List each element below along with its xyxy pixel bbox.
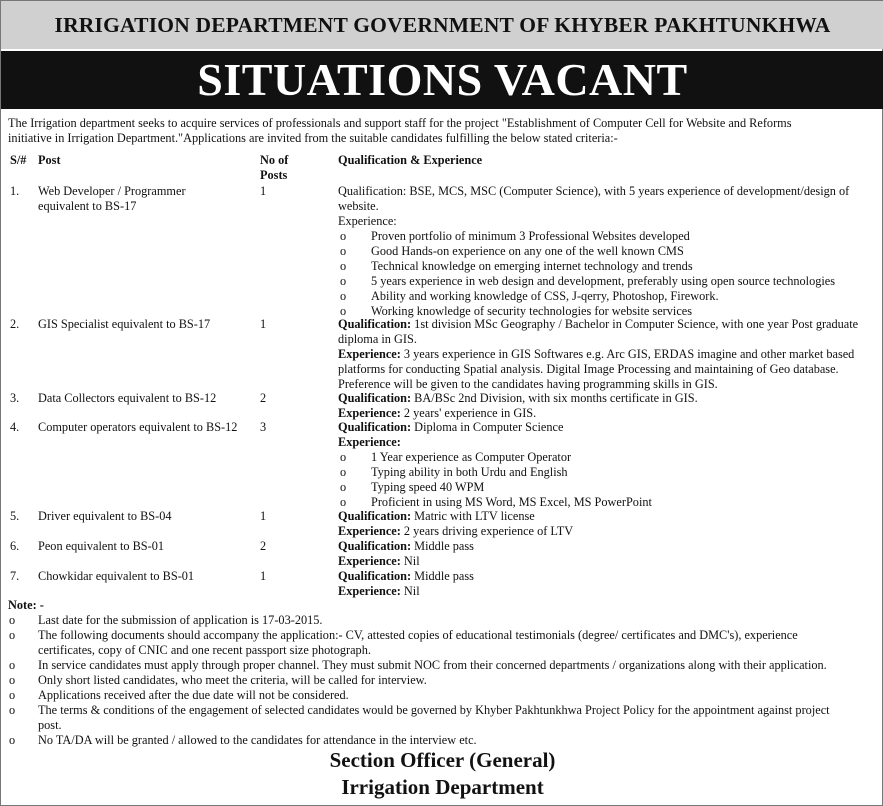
row-qualification: Qualification: 1st division MSc Geography / Bachelor in Computer Science, with one year Post graduate diploma in GIS. Experience: 3 years experience in GIS Softwares e.g. Arc GIS, ERDAS imagine and other market based platforms for conducting Spatial analysis. Digital Image Processing and maintaining of Geo database. Preference will be given to the candidates having programming skills in GIS. <box>338 317 859 391</box>
list-item: o Technical knowledge on emerging internet technology and trends <box>340 259 693 273</box>
col-header-no-of-posts: No of Posts <box>260 153 289 182</box>
bullet-icon: o <box>340 465 347 479</box>
row-post: Computer operators equivalent to BS-12 <box>38 420 238 434</box>
signature-department: Irrigation Department <box>341 775 544 799</box>
page-title: SITUATIONS VACANT <box>1 51 883 109</box>
bullet-icon: o <box>340 274 347 288</box>
note-item: o The terms & conditions of the engagement of selected candidates would be governed by Khyber Pakhtunkhwa Project Policy for the appointment against project post. <box>9 703 830 732</box>
list-item: o Proven portfolio of minimum 3 Professional Websites developed <box>340 229 690 243</box>
list-item: o 1 Year experience as Computer Operator <box>340 450 572 464</box>
department-banner: IRRIGATION DEPARTMENT GOVERNMENT OF KHYBER PAKHTUNKHWA <box>1 1 883 49</box>
signature-title: Section Officer (General) <box>329 748 556 772</box>
bullet-icon: o <box>340 480 347 494</box>
row-post: Data Collectors equivalent to BS-12 <box>38 391 217 405</box>
row-sn: 5. <box>10 509 20 523</box>
list-item: o Ability and working knowledge of CSS, J-qerry, Photoshop, Firework. <box>340 289 719 303</box>
row-sn: 3. <box>10 391 20 405</box>
bullet-icon: o <box>9 673 16 687</box>
bullet-icon: o <box>340 259 347 273</box>
row-post: GIS Specialist equivalent to BS-17 <box>38 317 211 331</box>
row-sn: 2. <box>10 317 20 331</box>
intro-line: initiative in Irrigation Department."Applications are invited from the suitable candidates fulfilling the below stated criteria:- <box>8 131 618 145</box>
row-posts-count: 2 <box>260 539 267 553</box>
row-qualification: Qualification: Diploma in Computer Science Experience: o 1 Year experience as Computer Operator o Typing ability in both Urdu and English o Typing speed 40 WPM o Proficient in using MS Word, MS Excel, MS PowerPoint <box>338 420 878 510</box>
col-header-sn: S/# <box>10 153 27 167</box>
list-item: o Good Hands-on experience on any one of the well known CMS <box>340 244 684 258</box>
row-posts-count: 1 <box>260 317 267 331</box>
bullet-icon: o <box>9 613 16 627</box>
note-item: o Last date for the submission of application is 17-03-2015. <box>9 613 323 627</box>
col-header-qualification: Qualification & Experience <box>338 153 483 167</box>
note-item: o Only short listed candidates, who meet the criteria, will be called for interview. <box>9 673 427 687</box>
row-post: Peon equivalent to BS-01 <box>38 539 165 553</box>
row-posts-count: 3 <box>260 420 267 434</box>
bullet-icon: o <box>340 229 347 243</box>
intro-paragraph <box>8 116 876 146</box>
bullet-icon: o <box>340 495 347 509</box>
bullet-icon: o <box>340 289 347 303</box>
bullet-icon: o <box>340 304 347 318</box>
row-post: Driver equivalent to BS-04 <box>38 509 172 523</box>
row-qualification: Qualification: Middle pass Experience: Nil <box>338 569 474 598</box>
note-item: o No TA/DA will be granted / allowed to the candidates for attendance in the interview etc. <box>9 733 477 747</box>
row-sn: 7. <box>10 569 20 583</box>
row-post: Chowkidar equivalent to BS-01 <box>38 569 195 583</box>
bullet-icon: o <box>9 733 16 747</box>
note-item: o The following documents should accompany the application:- CV, attested copies of educational testimonials (degree/ certificates and DMC's), experience certificates, copy of CNIC and one recent passport size photograph. <box>9 628 798 657</box>
row-posts-count: 1 <box>260 569 267 583</box>
row-post: Web Developer / Programmer equivalent to BS-17 <box>38 184 186 213</box>
bullet-icon: o <box>9 658 16 672</box>
row-qualification: Qualification: BSE, MCS, MSC (Computer Science), with 5 years experience of development/design of website. Experience: o Proven portfolio of minimum 3 Professional Websites developed o Good Hands-on experience on any one of the well known CMS o Technical knowledge on emerging internet technology and trends o 5 years experience in web design and development, preferably using open source technologies o Ability and working knowledge of CSS, J-qerry, Photoshop, Firework. o Working knowledge of security technologies for website services <box>338 184 878 319</box>
row-posts-count: 1 <box>260 509 267 523</box>
row-qualification: Qualification: BA/BSc 2nd Division, with six months certificate in GIS. Experience: 2 years' experience in GIS. <box>338 391 698 420</box>
bullet-icon: o <box>340 450 347 464</box>
notes-section <box>8 598 876 748</box>
bullet-icon: o <box>9 688 16 702</box>
row-sn: 4. <box>10 420 20 434</box>
list-item: o Typing ability in both Urdu and English <box>340 465 568 479</box>
list-item: o Typing speed 40 WPM <box>340 480 485 494</box>
row-sn: 1. <box>10 184 20 198</box>
notes-heading: Note: - <box>8 598 44 612</box>
row-posts-count: 1 <box>260 184 267 198</box>
col-header-post: Post <box>38 153 61 167</box>
row-qualification: Qualification: Matric with LTV license Experience: 2 years driving experience of LTV <box>338 509 574 538</box>
bullet-icon: o <box>340 244 347 258</box>
note-item: o Applications received after the due date will not be considered. <box>9 688 349 702</box>
row-posts-count: 2 <box>260 391 267 405</box>
list-item: o Proficient in using MS Word, MS Excel, MS PowerPoint <box>340 495 652 509</box>
list-item: o Working knowledge of security technologies for website services <box>340 304 693 318</box>
bullet-icon: o <box>9 628 16 642</box>
row-qualification: Qualification: Middle pass Experience: Nil <box>338 539 474 568</box>
list-item: o 5 years experience in web design and development, preferably using open source technologies <box>340 274 836 288</box>
bullet-icon: o <box>9 703 16 717</box>
intro-line: The Irrigation department seeks to acquire services of professionals and support staff for the project "Establishment of Computer Cell for Website and Reforms <box>8 116 792 130</box>
row-sn: 6. <box>10 539 20 553</box>
note-item: o In service candidates must apply through proper channel. They must submit NOC from their concerned departments / organizations along with their application. <box>9 658 827 672</box>
